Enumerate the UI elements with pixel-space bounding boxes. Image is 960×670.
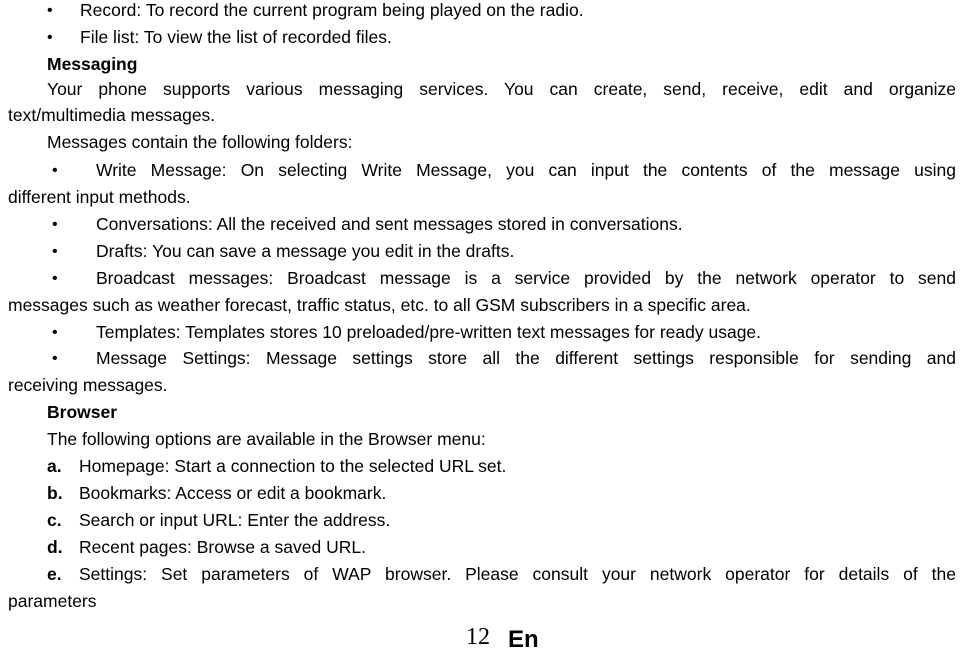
- browser-item-recent-pages: Recent pages: Browse a saved URL.: [79, 537, 366, 557]
- list-letter: b.: [47, 483, 63, 503]
- bullet-marker: •: [52, 350, 58, 367]
- browser-item-settings-line1: Settings: Set parameters of WAP browser. Please consult your network operator for details of the: [79, 564, 956, 584]
- folder-item-templates: Templates: Templates stores 10 preloaded/pre-written text messages for ready usage.: [96, 322, 762, 342]
- bullet-marker: •: [52, 162, 58, 179]
- browser-item-settings-line2: parameters: [8, 591, 97, 611]
- folder-item-drafts: Drafts: You can save a message you edit in the drafts.: [96, 241, 515, 261]
- bullet-marker: •: [52, 324, 58, 341]
- list-letter: d.: [47, 537, 63, 557]
- browser-item-bookmarks: Bookmarks: Access or edit a bookmark.: [79, 483, 387, 503]
- folder-item-broadcast-line2: messages such as weather forecast, traffic status, etc. to all GSM subscribers in a specific area.: [8, 295, 751, 315]
- list-letter: a.: [47, 456, 62, 476]
- bullet-marker: •: [52, 243, 58, 260]
- radio-item-record: Record: To record the current program being played on the radio.: [80, 0, 584, 20]
- bullet-marker: •: [52, 270, 58, 287]
- messaging-intro-line2: text/multimedia messages.: [8, 105, 216, 125]
- list-letter: e.: [47, 564, 62, 584]
- messaging-intro-line1: Your phone supports various messaging services. You can create, send, receive, edit and organize: [47, 79, 956, 99]
- bullet-marker: •: [47, 2, 53, 19]
- bullet-marker: •: [47, 29, 53, 46]
- section-heading-browser: Browser: [47, 402, 118, 422]
- browser-item-homepage: Homepage: Start a connection to the selected URL set.: [79, 456, 507, 476]
- folder-item-write-message-line1: Write Message: On selecting Write Message, you can input the contents of the message using: [96, 160, 956, 180]
- folder-item-write-message-line2: different input methods.: [8, 187, 191, 207]
- radio-item-file-list: File list: To view the list of recorded files.: [80, 27, 392, 47]
- browser-item-search: Search or input URL: Enter the address.: [79, 510, 391, 530]
- folder-item-conversations: Conversations: All the received and sent messages stored in conversations.: [96, 214, 683, 234]
- list-letter: c.: [47, 510, 62, 530]
- folder-item-settings-line2: receiving messages.: [8, 375, 168, 395]
- browser-intro: The following options are available in the Browser menu:: [47, 429, 486, 449]
- bullet-marker: •: [52, 216, 58, 233]
- page-number: 12: [466, 624, 490, 650]
- messaging-folders-intro: Messages contain the following folders:: [47, 132, 353, 152]
- language-label: En: [508, 626, 539, 653]
- section-heading-messaging: Messaging: [47, 54, 138, 74]
- folder-item-settings-line1: Message Settings: Message settings store all the different settings responsible for sending and: [96, 348, 956, 368]
- folder-item-broadcast-line1: Broadcast messages: Broadcast message is a service provided by the network operator to send: [96, 268, 956, 288]
